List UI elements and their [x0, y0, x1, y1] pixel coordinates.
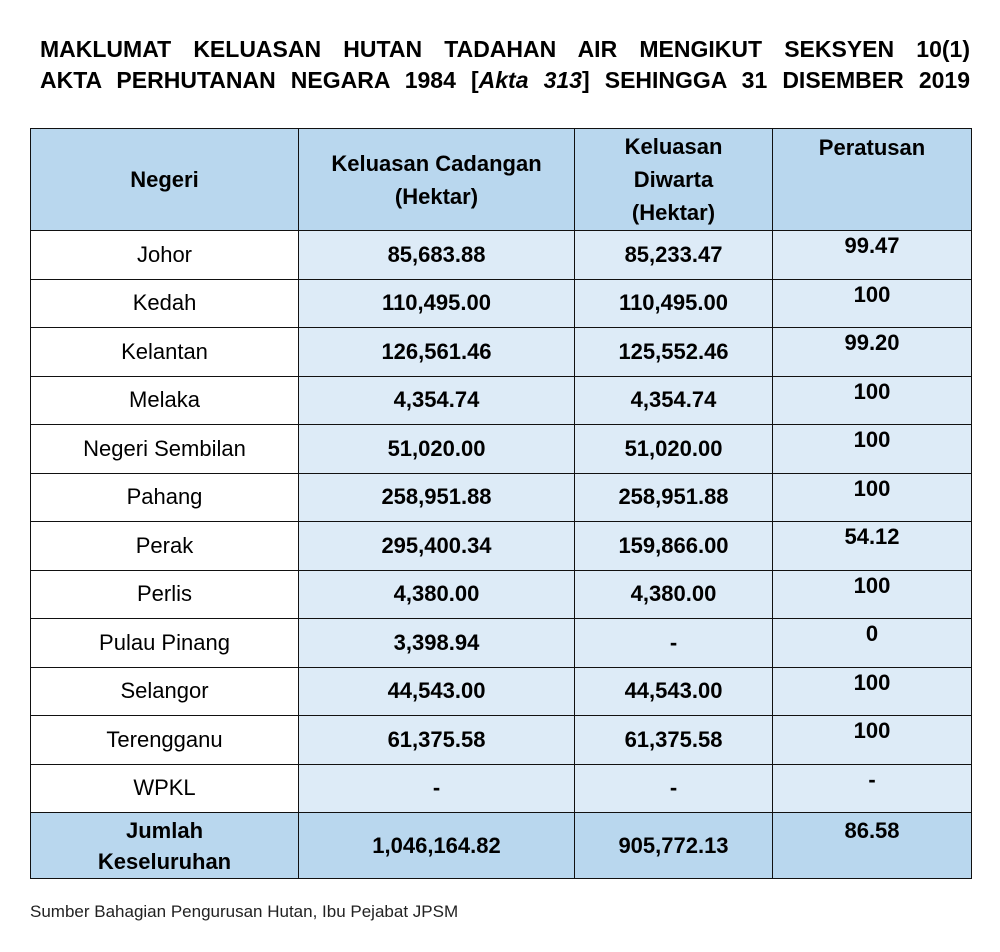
state-name: Selangor	[31, 667, 299, 716]
state-name: WPKL	[31, 764, 299, 813]
table-row	[31, 570, 972, 619]
state-name: Kelantan	[31, 328, 299, 377]
reserved-area-value: 110,495.00	[299, 279, 575, 328]
header-gazetted-area: Keluasan Diwarta (Hektar)	[575, 129, 773, 231]
gazetted-area-value: 159,866.00	[575, 522, 773, 571]
table-row	[31, 619, 972, 668]
table-body	[31, 231, 972, 813]
title-line-2-end: ] SEHINGGA 31 DISEMBER 2019	[581, 67, 970, 93]
total-gazetted-area: 905,772.13	[575, 813, 773, 879]
gazetted-area-value: 85,233.47	[575, 231, 773, 280]
table-row	[31, 376, 972, 425]
reserved-area-value: 51,020.00	[299, 425, 575, 474]
reserved-area-value: 258,951.88	[299, 473, 575, 522]
forest-catchment-table	[30, 128, 972, 879]
gazetted-area-value: 110,495.00	[575, 279, 773, 328]
reserved-area-value: -	[299, 764, 575, 813]
header-reserved-area: Keluasan Cadangan (Hektar)	[299, 129, 575, 231]
state-name: Johor	[31, 231, 299, 280]
table-row	[31, 328, 972, 377]
state-name: Pulau Pinang	[31, 619, 299, 668]
source-note: Sumber Bahagian Pengurusan Hutan, Ibu Pejabat JPSM	[30, 902, 459, 921]
percentage-value: 100	[773, 376, 972, 425]
total-label: Jumlah Keseluruhan	[31, 813, 299, 879]
percentage-value: 100	[773, 716, 972, 765]
reserved-area-value: 4,380.00	[299, 570, 575, 619]
state-name: Perlis	[31, 570, 299, 619]
state-name: Terengganu	[31, 716, 299, 765]
table-row	[31, 473, 972, 522]
title-act-number: Akta 313	[478, 67, 582, 93]
gazetted-area-value: 4,354.74	[575, 376, 773, 425]
percentage-value: -	[773, 764, 972, 813]
table-row	[31, 425, 972, 474]
title-line-1: MAKLUMAT KELUASAN HUTAN TADAHAN AIR MENGIKUT SEKSYEN 10(1)	[40, 36, 970, 62]
gazetted-area-value: 51,020.00	[575, 425, 773, 474]
percentage-value: 99.47	[773, 231, 972, 280]
table-row	[31, 522, 972, 571]
reserved-area-value: 44,543.00	[299, 667, 575, 716]
percentage-value: 99.20	[773, 328, 972, 377]
table-header	[31, 129, 972, 231]
gazetted-area-value: 61,375.58	[575, 716, 773, 765]
reserved-area-value: 3,398.94	[299, 619, 575, 668]
table-row	[31, 279, 972, 328]
total-percentage: 86.58	[773, 813, 972, 879]
table-row	[31, 716, 972, 765]
total-row	[31, 813, 972, 879]
reserved-area-value: 295,400.34	[299, 522, 575, 571]
percentage-value: 54.12	[773, 522, 972, 571]
gazetted-area-value: 4,380.00	[575, 570, 773, 619]
reserved-area-value: 85,683.88	[299, 231, 575, 280]
gazetted-area-value: -	[575, 764, 773, 813]
percentage-value: 100	[773, 473, 972, 522]
percentage-value: 100	[773, 425, 972, 474]
table-row	[31, 667, 972, 716]
gazetted-area-value: 125,552.46	[575, 328, 773, 377]
gazetted-area-value: 44,543.00	[575, 667, 773, 716]
table-row	[31, 231, 972, 280]
document-title	[40, 34, 970, 96]
reserved-area-value: 4,354.74	[299, 376, 575, 425]
percentage-value: 100	[773, 279, 972, 328]
state-name: Pahang	[31, 473, 299, 522]
reserved-area-value: 126,561.46	[299, 328, 575, 377]
percentage-value: 100	[773, 667, 972, 716]
percentage-value: 100	[773, 570, 972, 619]
state-name: Negeri Sembilan	[31, 425, 299, 474]
title-line-2-start: AKTA PERHUTANAN NEGARA 1984 [	[40, 67, 479, 93]
percentage-value: 0	[773, 619, 972, 668]
header-percentage: Peratusan	[773, 129, 972, 231]
title-line-2	[40, 65, 970, 96]
table-row	[31, 764, 972, 813]
header-state: Negeri	[31, 129, 299, 231]
table-footer	[31, 813, 972, 879]
gazetted-area-value: -	[575, 619, 773, 668]
gazetted-area-value: 258,951.88	[575, 473, 773, 522]
reserved-area-value: 61,375.58	[299, 716, 575, 765]
state-name: Kedah	[31, 279, 299, 328]
header-row	[31, 129, 972, 231]
state-name: Perak	[31, 522, 299, 571]
state-name: Melaka	[31, 376, 299, 425]
total-reserved-area: 1,046,164.82	[299, 813, 575, 879]
